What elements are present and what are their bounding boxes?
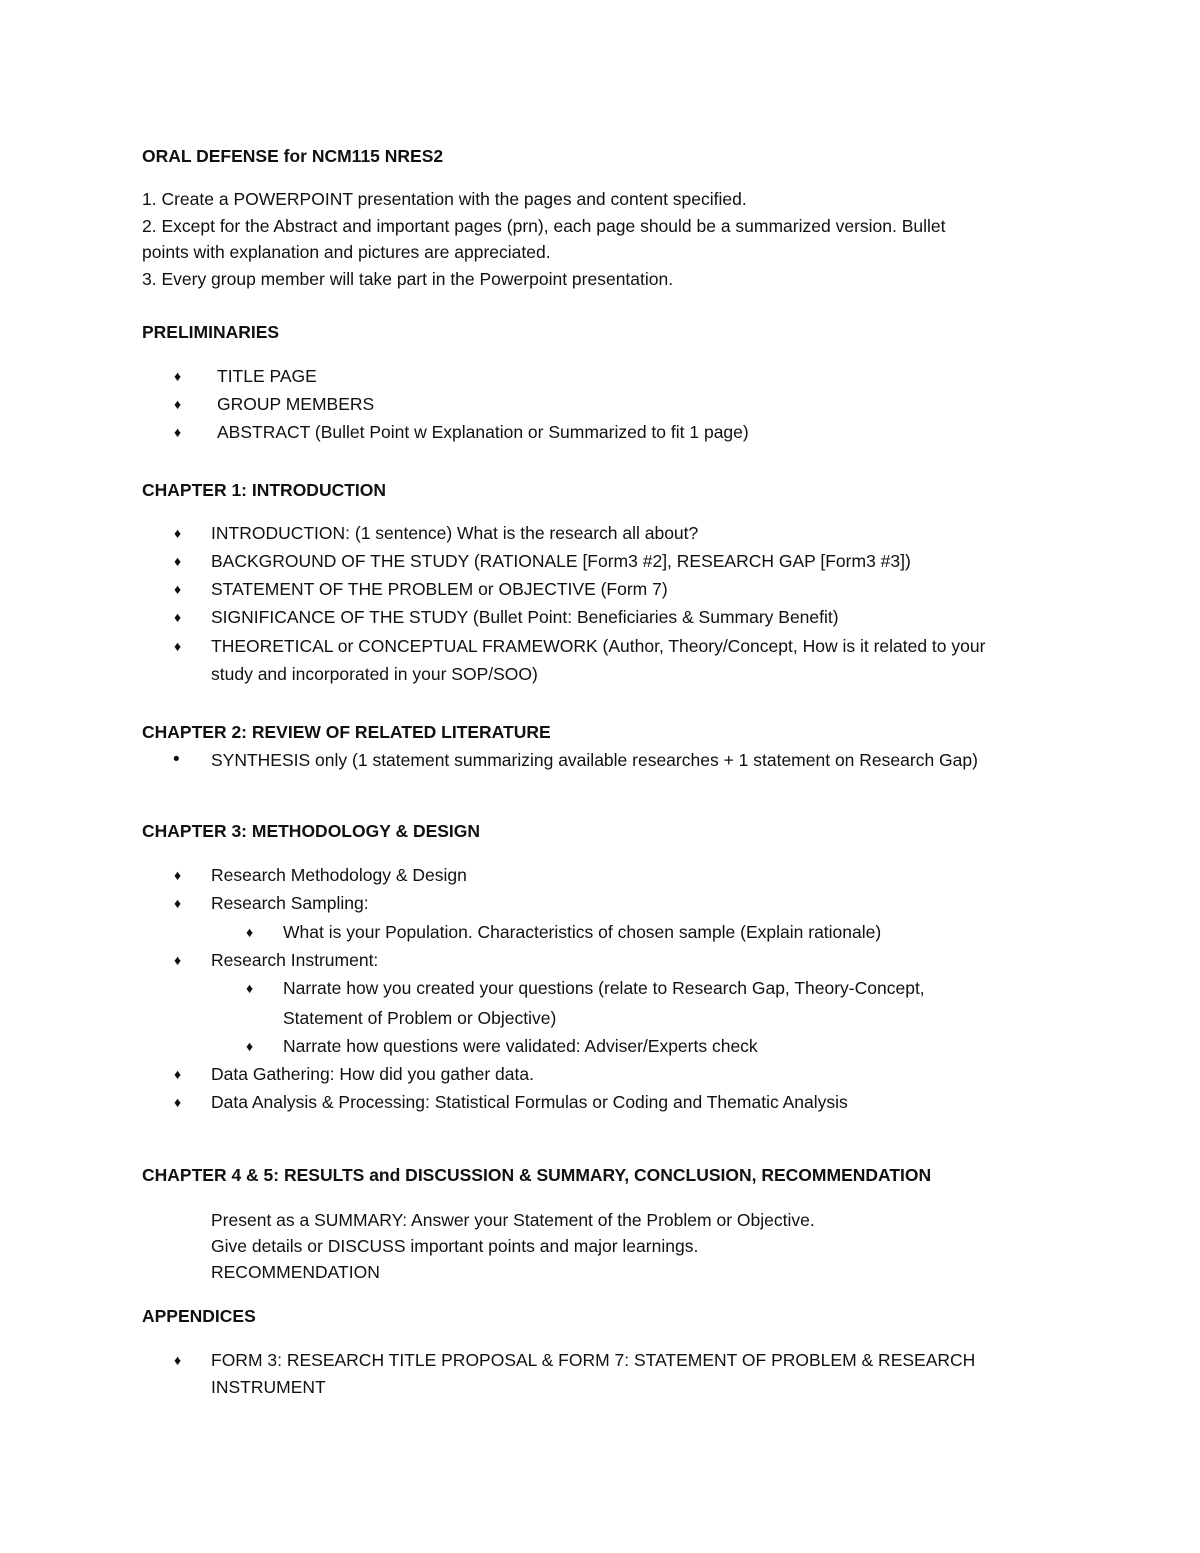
bullet-icon: ♦ <box>246 980 254 996</box>
bullet-icon: ♦ <box>174 368 182 384</box>
list-item: Data Analysis & Processing: Statistical Formulas or Coding and Thematic Analysis <box>211 1092 848 1112</box>
list-item: ABSTRACT (Bullet Point w Explanation or Summarized to fit 1 page) <box>217 422 749 442</box>
instruction-line: points with explanation and pictures are appreciated. <box>142 242 551 262</box>
list-item: SYNTHESIS only (1 statement summarizing available researches + 1 statement on Research Gap) <box>211 750 978 770</box>
bullet-icon: ♦ <box>246 1038 254 1054</box>
list-item-continuation: study and incorporated in your SOP/SOO) <box>211 664 538 684</box>
sub-list-item: Narrate how you created your questions (relate to Research Gap, Theory-Concept, <box>283 978 925 998</box>
bullet-icon: ♦ <box>246 924 254 940</box>
chapter2-heading: CHAPTER 2: REVIEW OF RELATED LITERATURE <box>142 722 551 742</box>
paragraph-line: Present as a SUMMARY: Answer your Statement of the Problem or Objective. <box>211 1210 815 1230</box>
bullet-icon: ♦ <box>174 1066 182 1082</box>
list-item: INTRODUCTION: (1 sentence) What is the research all about? <box>211 523 699 543</box>
instruction-line: 2. Except for the Abstract and important pages (prn), each page should be a summarized version. Bullet <box>142 216 946 236</box>
list-item: Research Instrument: <box>211 950 379 970</box>
bullet-icon: ♦ <box>174 553 182 569</box>
appendices-heading: APPENDICES <box>142 1306 256 1326</box>
list-item: GROUP MEMBERS <box>217 394 375 414</box>
sub-list-item-continuation: Statement of Problem or Objective) <box>283 1008 557 1028</box>
paragraph-line: RECOMMENDATION <box>211 1262 380 1282</box>
page-title: ORAL DEFENSE for NCM115 NRES2 <box>142 146 444 166</box>
bullet-icon: ♦ <box>174 867 182 883</box>
paragraph-line: Give details or DISCUSS important points and major learnings. <box>211 1236 699 1256</box>
list-item: THEORETICAL or CONCEPTUAL FRAMEWORK (Author, Theory/Concept, How is it related to your <box>211 636 986 656</box>
bullet-icon: • <box>173 749 180 770</box>
list-item: Research Sampling: <box>211 893 369 913</box>
list-item: FORM 3: RESEARCH TITLE PROPOSAL & FORM 7: STATEMENT OF PROBLEM & RESEARCH <box>211 1350 976 1370</box>
bullet-icon: ♦ <box>174 609 182 625</box>
bullet-icon: ♦ <box>174 1352 182 1368</box>
bullet-icon: ♦ <box>174 424 182 440</box>
list-item: Data Gathering: How did you gather data. <box>211 1064 534 1084</box>
bullet-icon: ♦ <box>174 895 182 911</box>
list-item: TITLE PAGE <box>217 366 317 386</box>
sub-list-item: What is your Population. Characteristics of chosen sample (Explain rationale) <box>283 922 882 942</box>
bullet-icon: ♦ <box>174 638 182 654</box>
chapter3-heading: CHAPTER 3: METHODOLOGY & DESIGN <box>142 821 481 841</box>
instruction-line: 1. Create a POWERPOINT presentation with the pages and content specified. <box>142 189 747 209</box>
bullet-icon: ♦ <box>174 525 182 541</box>
chapter1-heading: CHAPTER 1: INTRODUCTION <box>142 480 387 500</box>
list-item-continuation: INSTRUMENT <box>211 1377 326 1397</box>
list-item: Research Methodology & Design <box>211 865 467 885</box>
chapter45-heading: CHAPTER 4 & 5: RESULTS and DISCUSSION & SUMMARY, CONCLUSION, RECOMMENDATION <box>142 1165 932 1185</box>
bullet-icon: ♦ <box>174 1094 182 1110</box>
bullet-icon: ♦ <box>174 581 182 597</box>
instruction-line: 3. Every group member will take part in the Powerpoint presentation. <box>142 269 674 289</box>
list-item: STATEMENT OF THE PROBLEM or OBJECTIVE (Form 7) <box>211 579 668 599</box>
list-item: SIGNIFICANCE OF THE STUDY (Bullet Point: Beneficiaries & Summary Benefit) <box>211 607 839 627</box>
sub-list-item: Narrate how questions were validated: Adviser/Experts check <box>283 1036 758 1056</box>
preliminaries-heading: PRELIMINARIES <box>142 322 280 342</box>
bullet-icon: ♦ <box>174 396 182 412</box>
list-item: BACKGROUND OF THE STUDY (RATIONALE [Form3 #2], RESEARCH GAP [Form3 #3]) <box>211 551 911 571</box>
bullet-icon: ♦ <box>174 952 182 968</box>
